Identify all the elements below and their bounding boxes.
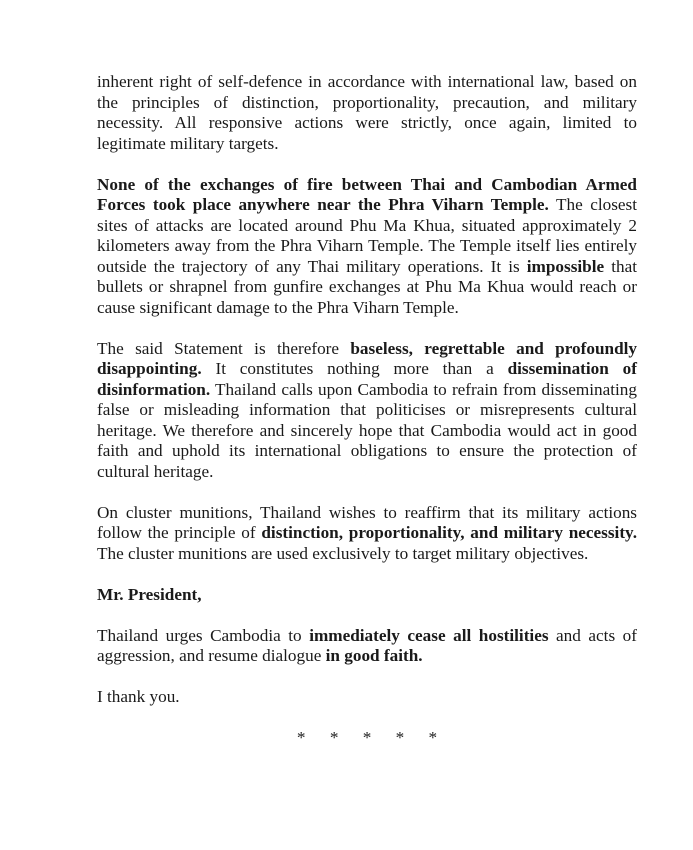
text-run: * * * * * [296, 728, 438, 747]
bold-text-run: dissemination of disinformation. [97, 359, 637, 399]
bold-text-run: impossible [526, 256, 605, 276]
bold-text-run: in good faith. [325, 646, 423, 665]
bold-text-run: immediately cease all hostilities [309, 625, 549, 645]
text-run: It constitutes nothing more than a [201, 359, 508, 378]
text-run: and acts of aggression, and resume dialogue [97, 625, 637, 665]
bold-text-run: None of the exchanges of fire between Thai and Cambodian Armed Forces took place anywhere near the Phra Viharn Temple. [97, 174, 637, 214]
text-run: The cluster munitions are used exclusively to target military objectives. [97, 543, 589, 563]
paragraph [97, 626, 637, 667]
text-run: inherent right of self-defence in accordance with international law, based on the principles of distinction, proportionality, precaution, and military necessity. All responsive actions were strictly, once again, limited to legitimate military targets. [97, 72, 637, 153]
bold-text-run: distinction, proportionality, and military necessity. [261, 523, 637, 542]
bold-text-run: baseless, regrettable and profoundly disappointing. [97, 338, 638, 378]
paragraph [97, 585, 637, 606]
text-run: I thank you. [97, 687, 180, 706]
document-body [97, 72, 637, 769]
bold-text-run: Mr. President, [97, 584, 202, 604]
text-run: The said Statement is therefore [97, 338, 351, 358]
separator-line [97, 728, 637, 749]
paragraph [97, 339, 637, 483]
text-run: that bullets or shrapnel from gunfire exchanges at Phu Ma Khua would reach or cause significant damage to the Phra Viharn Temple. [97, 256, 637, 317]
paragraph [97, 175, 637, 319]
text-run: The closest sites of attacks are located around Phu Ma Khua, situated approximately 2 kilometers away from the Phra Viharn Temple. The Temple itself lies entirely outside the trajectory of any Thai military operations. It is [97, 195, 637, 276]
paragraph [97, 503, 637, 565]
text-run: Thailand urges Cambodia to [97, 625, 310, 645]
paragraph [97, 72, 637, 154]
text-run: Thailand calls upon Cambodia to refrain from disseminating false or misleading information that politicises or misrepresents cultural heritage. We therefore and sincerely hope that Cambodia would act in good faith and uphold its international obligations to ensure the protection of cultural heritage. [97, 379, 637, 481]
text-run: On cluster munitions, Thailand wishes to reaffirm that its military actions follow the principle of [97, 502, 637, 542]
paragraph [97, 687, 637, 708]
